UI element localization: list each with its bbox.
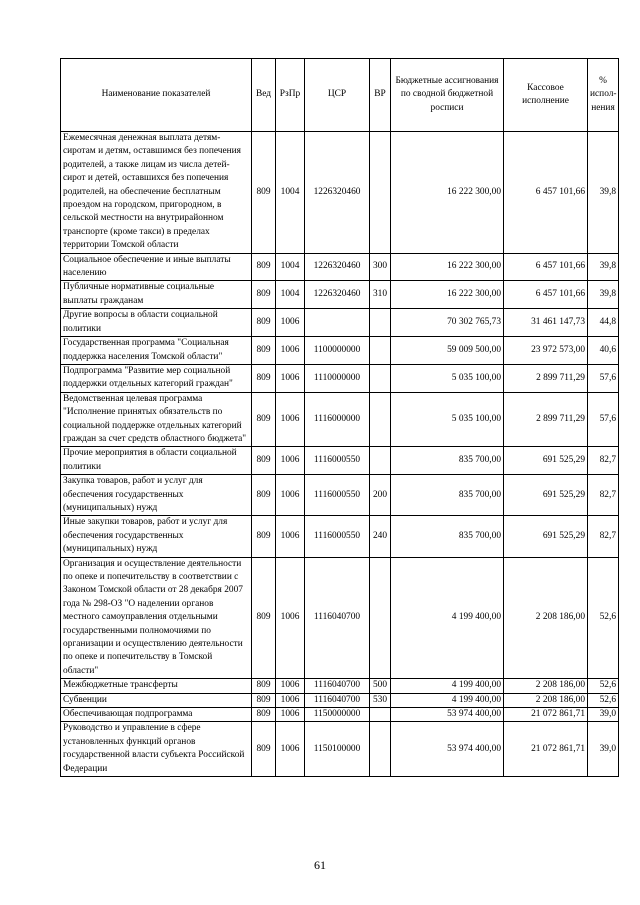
row-percent-cell: 57,6	[588, 364, 619, 392]
row-budget-cell: 4 199 400,00	[391, 693, 504, 707]
row-cash-cell: 6 457 101,66	[504, 281, 588, 309]
row-csr-cell	[305, 309, 370, 337]
row-vr-cell	[370, 337, 391, 365]
row-percent-cell: 52,6	[588, 557, 619, 679]
page-number: 61	[314, 858, 326, 872]
row-percent-cell: 39,8	[588, 132, 619, 254]
table-row	[61, 337, 619, 365]
row-budget-cell: 4 199 400,00	[391, 679, 504, 693]
row-cash-cell: 691 525,29	[504, 475, 588, 516]
row-percent-cell: 39,0	[588, 708, 619, 722]
row-rzpr-cell: 1006	[276, 447, 305, 475]
row-vr-cell: 300	[370, 253, 391, 281]
row-csr-cell: 1150100000	[305, 722, 370, 777]
row-csr-cell: 1116000000	[305, 392, 370, 447]
row-budget-cell: 835 700,00	[391, 516, 504, 557]
row-csr-cell: 1116000550	[305, 516, 370, 557]
row-percent-cell: 39,8	[588, 253, 619, 281]
row-rzpr-cell: 1006	[276, 557, 305, 679]
row-name-cell: Социальное обеспечение и иные выплаты населению	[61, 253, 252, 281]
row-rzpr-cell: 1006	[276, 722, 305, 777]
table-body	[61, 132, 619, 777]
row-budget-cell: 5 035 100,00	[391, 392, 504, 447]
table-row	[61, 309, 619, 337]
row-percent-cell: 39,0	[588, 722, 619, 777]
row-ved-cell: 809	[252, 364, 276, 392]
row-vr-cell	[370, 392, 391, 447]
row-csr-cell: 1116040700	[305, 693, 370, 707]
row-csr-cell: 1226320460	[305, 253, 370, 281]
row-name-cell: Иные закупки товаров, работ и услуг для обеспечения государственных (муниципальных) нужд	[61, 516, 252, 557]
row-name-cell: Организация и осуществление деятельности по опеке и попечительству в соответствии с Законом Томской области от 28 декабря 2007 года № 298-ОЗ "О наделении органов местного самоуправления отдельными государственными полномочиями по организации и осуществлению деятельности по опеке и попечительству в Томской области"	[61, 557, 252, 679]
row-ved-cell: 809	[252, 693, 276, 707]
row-vr-cell: 500	[370, 679, 391, 693]
row-name-cell: Закупка товаров, работ и услуг для обеспечения государственных (муниципальных) нужд	[61, 475, 252, 516]
header-row	[61, 59, 619, 132]
column-header-name: Наименование показателей	[61, 59, 252, 132]
row-csr-cell: 1226320460	[305, 132, 370, 254]
row-percent-cell: 82,7	[588, 447, 619, 475]
row-rzpr-cell: 1006	[276, 392, 305, 447]
row-budget-cell: 59 009 500,00	[391, 337, 504, 365]
row-ved-cell: 809	[252, 708, 276, 722]
table-row	[61, 281, 619, 309]
row-ved-cell: 809	[252, 557, 276, 679]
row-budget-cell: 53 974 400,00	[391, 708, 504, 722]
row-name-cell: Публичные нормативные социальные выплаты гражданам	[61, 281, 252, 309]
row-name-cell: Межбюджетные трансферты	[61, 679, 252, 693]
row-rzpr-cell: 1006	[276, 309, 305, 337]
row-name-cell: Государственная программа "Социальная поддержка населения Томской области"	[61, 337, 252, 365]
table-row	[61, 693, 619, 707]
row-csr-cell: 1226320460	[305, 281, 370, 309]
row-vr-cell	[370, 557, 391, 679]
row-vr-cell	[370, 447, 391, 475]
row-name-cell: Обеспечивающая подпрограмма	[61, 708, 252, 722]
row-csr-cell: 1110000000	[305, 364, 370, 392]
row-vr-cell	[370, 132, 391, 254]
row-percent-cell: 52,6	[588, 679, 619, 693]
table-row	[61, 708, 619, 722]
row-percent-cell: 44,8	[588, 309, 619, 337]
row-vr-cell: 310	[370, 281, 391, 309]
table-row	[61, 475, 619, 516]
table-row	[61, 253, 619, 281]
row-csr-cell: 1100000000	[305, 337, 370, 365]
row-ved-cell: 809	[252, 475, 276, 516]
row-name-cell: Руководство и управление в сфере установленных функций органов государственной власти субъекта Российской Федерации	[61, 722, 252, 777]
table-row	[61, 722, 619, 777]
row-percent-cell: 82,7	[588, 516, 619, 557]
row-percent-cell: 57,6	[588, 392, 619, 447]
row-ved-cell: 809	[252, 253, 276, 281]
row-rzpr-cell: 1006	[276, 708, 305, 722]
table-row	[61, 557, 619, 679]
row-rzpr-cell: 1006	[276, 337, 305, 365]
row-ved-cell: 809	[252, 722, 276, 777]
row-vr-cell: 240	[370, 516, 391, 557]
row-vr-cell	[370, 722, 391, 777]
row-rzpr-cell: 1006	[276, 364, 305, 392]
row-rzpr-cell: 1006	[276, 693, 305, 707]
row-cash-cell: 21 072 861,71	[504, 722, 588, 777]
row-name-cell: Другие вопросы в области социальной политики	[61, 309, 252, 337]
table-row	[61, 132, 619, 254]
row-rzpr-cell: 1004	[276, 281, 305, 309]
row-cash-cell: 23 972 573,00	[504, 337, 588, 365]
column-header-csr: ЦСР	[305, 59, 370, 132]
row-percent-cell: 40,6	[588, 337, 619, 365]
row-name-cell: Ведомственная целевая программа "Исполнение принятых обязательств по социальной поддержке отдельных категорий граждан за счет средств областного бюджета"	[61, 392, 252, 447]
row-budget-cell: 70 302 765,73	[391, 309, 504, 337]
row-vr-cell: 530	[370, 693, 391, 707]
row-rzpr-cell: 1004	[276, 253, 305, 281]
row-cash-cell: 31 461 147,73	[504, 309, 588, 337]
row-cash-cell: 2 899 711,29	[504, 392, 588, 447]
row-rzpr-cell: 1006	[276, 679, 305, 693]
row-csr-cell: 1116040700	[305, 557, 370, 679]
column-header-vr: ВР	[370, 59, 391, 132]
row-ved-cell: 809	[252, 392, 276, 447]
row-cash-cell: 6 457 101,66	[504, 132, 588, 254]
column-header-ved: Вед	[252, 59, 276, 132]
row-ved-cell: 809	[252, 132, 276, 254]
table-row	[61, 516, 619, 557]
row-vr-cell	[370, 309, 391, 337]
row-vr-cell	[370, 364, 391, 392]
row-ved-cell: 809	[252, 309, 276, 337]
row-rzpr-cell: 1004	[276, 132, 305, 254]
row-name-cell: Подпрограмма "Развитие мер социальной поддержки отдельных категорий граждан"	[61, 364, 252, 392]
column-header-cash: Кассовое исполнение	[504, 59, 588, 132]
column-header-rzpr: РзПр	[276, 59, 305, 132]
row-rzpr-cell: 1006	[276, 475, 305, 516]
row-cash-cell: 691 525,29	[504, 447, 588, 475]
row-vr-cell: 200	[370, 475, 391, 516]
row-csr-cell: 1116000550	[305, 447, 370, 475]
row-csr-cell: 1116000550	[305, 475, 370, 516]
row-rzpr-cell: 1006	[276, 516, 305, 557]
row-ved-cell: 809	[252, 447, 276, 475]
column-header-budget: Бюджетные ассигнования по сводной бюджетной росписи	[391, 59, 504, 132]
row-percent-cell: 82,7	[588, 475, 619, 516]
row-ved-cell: 809	[252, 337, 276, 365]
row-ved-cell: 809	[252, 281, 276, 309]
row-percent-cell: 52,6	[588, 693, 619, 707]
row-ved-cell: 809	[252, 679, 276, 693]
row-budget-cell: 835 700,00	[391, 475, 504, 516]
row-budget-cell: 5 035 100,00	[391, 364, 504, 392]
budget-table	[60, 58, 619, 777]
row-cash-cell: 691 525,29	[504, 516, 588, 557]
row-budget-cell: 53 974 400,00	[391, 722, 504, 777]
table-row	[61, 679, 619, 693]
row-percent-cell: 39,8	[588, 281, 619, 309]
row-cash-cell: 2 208 186,00	[504, 693, 588, 707]
row-budget-cell: 16 222 300,00	[391, 132, 504, 254]
column-header-percent: % испол-нения	[588, 59, 619, 132]
table-row	[61, 392, 619, 447]
row-cash-cell: 21 072 861,71	[504, 708, 588, 722]
row-cash-cell: 2 208 186,00	[504, 679, 588, 693]
table-row	[61, 364, 619, 392]
row-cash-cell: 2 899 711,29	[504, 364, 588, 392]
row-name-cell: Ежемесячная денежная выплата детям-сиротам и детям, оставшимся без попечения родителей, а также лицам из числа детей-сирот и детей, оставшихся без попечения родителей, на обеспечение бесплатным проездом на городском, пригородном, в сельской местности на внутрирайонном транспорте (кроме такси) в пределах территории Томской области	[61, 132, 252, 254]
row-budget-cell: 835 700,00	[391, 447, 504, 475]
row-cash-cell: 2 208 186,00	[504, 557, 588, 679]
row-vr-cell	[370, 708, 391, 722]
row-csr-cell: 1116040700	[305, 679, 370, 693]
row-budget-cell: 16 222 300,00	[391, 281, 504, 309]
row-csr-cell: 1150000000	[305, 708, 370, 722]
row-ved-cell: 809	[252, 516, 276, 557]
row-budget-cell: 4 199 400,00	[391, 557, 504, 679]
row-budget-cell: 16 222 300,00	[391, 253, 504, 281]
row-name-cell: Субвенции	[61, 693, 252, 707]
table-row	[61, 447, 619, 475]
row-cash-cell: 6 457 101,66	[504, 253, 588, 281]
row-name-cell: Прочие мероприятия в области социальной политики	[61, 447, 252, 475]
